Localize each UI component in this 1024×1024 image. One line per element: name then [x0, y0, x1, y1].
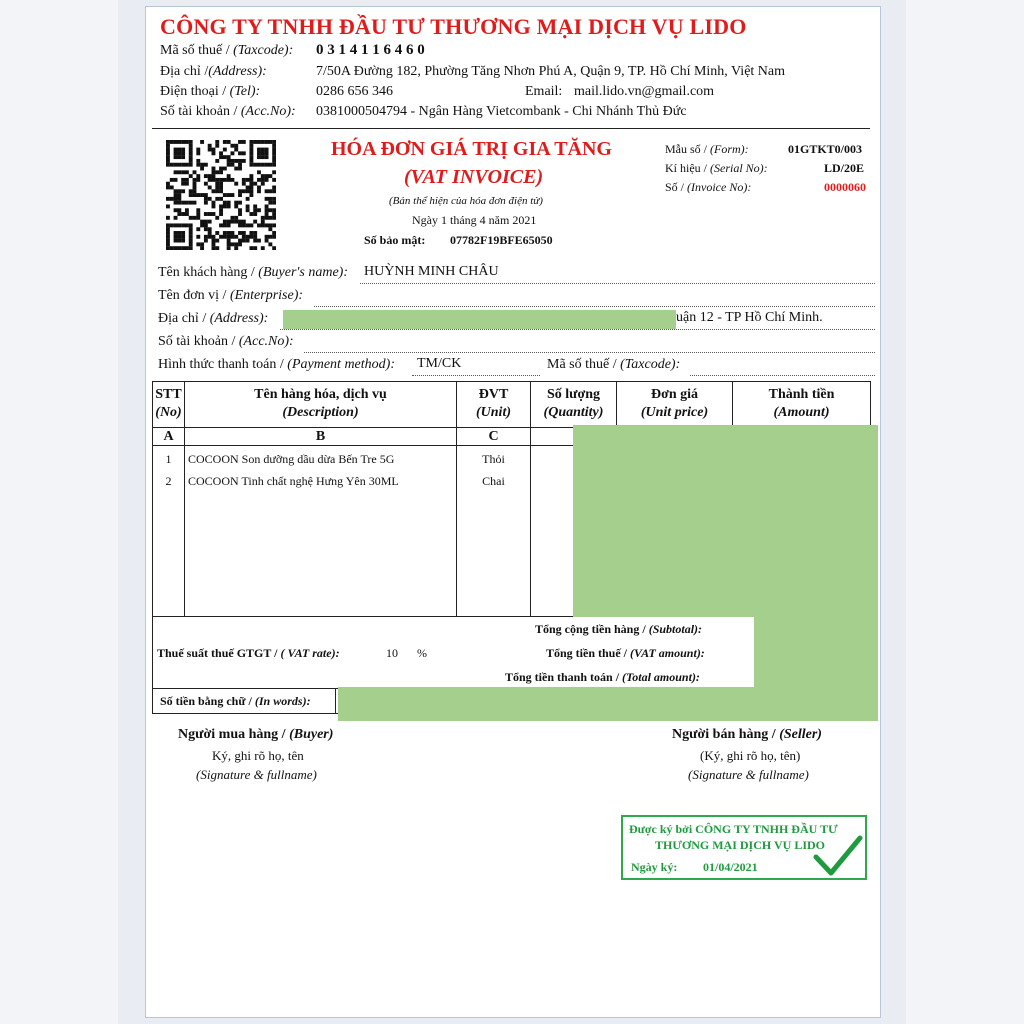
vat-amount-label: Tổng tiền thuế / (VAT amount):: [546, 646, 705, 660]
seller-signature-note-en: (Signature & fullname): [688, 767, 809, 782]
buyer-taxcode-label: Mã số thuế / (Taxcode):: [547, 357, 681, 372]
invoice-subtitle: (Bản thể hiện của hóa đơn điện tử): [389, 195, 543, 207]
dotted-line: [304, 352, 875, 353]
invoice-date: Ngày 1 tháng 4 năm 2021: [412, 213, 537, 227]
row-2-unit: Chai: [482, 474, 505, 488]
seller-tel: 0286 656 346: [316, 84, 393, 99]
seller-acc-label: Số tài khoản / (Acc.No):: [160, 104, 296, 119]
seller-address-label: Địa chỉ /(Address):: [160, 64, 267, 79]
payment-method-label: Hình thức thanh toán / (Payment method):: [158, 357, 395, 372]
seller-email: mail.lido.vn@gmail.com: [574, 84, 715, 99]
buyer-name: HUỲNH MINH CHÂU: [364, 264, 499, 279]
row-2-no: 2: [165, 474, 172, 488]
header-description: Tên hàng hóa, dịch vụ (Description): [254, 387, 387, 420]
stamp-date-label: Ngày ký:: [631, 860, 678, 874]
header-unit: ĐVT (Unit): [476, 387, 511, 420]
seller-signature-title: Người bán hàng / (Seller): [672, 727, 822, 742]
checkmark-icon: [813, 835, 863, 877]
redacted-address: [283, 310, 676, 329]
redacted-totals: [754, 617, 878, 689]
dotted-line: [690, 375, 875, 376]
invoice-number-label: Số / (Invoice No):: [665, 180, 752, 194]
subtotal-label: Tổng cộng tiền hàng / (Subtotal):: [535, 622, 703, 636]
security-code-label: Số bảo mật:: [364, 233, 426, 247]
row-2-description: COCOON Tinh chất nghệ Hưng Yên 30ML: [188, 474, 399, 488]
col-letter-c: C: [488, 429, 499, 444]
header-divider: [152, 128, 870, 129]
payment-method: TM/CK: [417, 356, 462, 371]
buyer-enterprise-label: Tên đơn vị / (Enterprise):: [158, 288, 304, 303]
header-amount: Thành tiền (Amount): [768, 387, 835, 420]
dotted-line: [360, 283, 875, 284]
vat-rate: 10: [386, 646, 398, 660]
col-divider: [335, 688, 336, 713]
buyer-address-label: Địa chỉ / (Address):: [158, 311, 269, 326]
buyer-name-label: Tên khách hàng / (Buyer's name):: [158, 265, 348, 280]
digital-signature-stamp: [621, 815, 867, 880]
buyer-signature-note-en: (Signature & fullname): [196, 767, 317, 782]
stamp-line-2: THƯƠNG MẠI DỊCH VỤ LIDO: [655, 838, 826, 852]
company-name: CÔNG TY TNHH ĐẦU TƯ THƯƠNG MẠI DỊCH VỤ LIDO: [160, 14, 747, 39]
invoice-title: HÓA ĐƠN GIÁ TRỊ GIA TĂNG: [331, 138, 612, 160]
header-no: STT (No): [155, 387, 182, 420]
header-unit-price: Đơn giá (Unit price): [640, 387, 709, 420]
table-top-border: [152, 381, 870, 382]
seller-taxcode-label: Mã số thuế / (Taxcode):: [160, 43, 294, 58]
seller-email-label: Email:: [525, 84, 563, 99]
buyer-signature-title: Người mua hàng / (Buyer): [178, 727, 334, 742]
dotted-line: [314, 306, 875, 307]
dotted-line: [280, 329, 875, 330]
seller-tel-label: Điện thoại / (Tel):: [160, 84, 261, 99]
invoice-number: 0000060: [824, 180, 866, 194]
form-label: Mẫu số / (Form):: [665, 142, 749, 156]
form-value: 01GTKT0/003: [788, 142, 863, 156]
vat-rate-label: Thuế suất thuế GTGT / ( VAT rate):: [157, 646, 340, 660]
row-1-no: 1: [165, 452, 172, 466]
stamp-date: 01/04/2021: [703, 860, 758, 874]
redacted-in-words: [338, 687, 878, 721]
header-quantity: Số lượng (Quantity): [543, 387, 604, 420]
row-1-unit: Thỏi: [482, 452, 505, 466]
row-1-description: COCOON Son dưỡng dầu dừa Bến Tre 5G: [188, 452, 395, 466]
stamp-line-1: Được ký bởi CÔNG TY TNHH ĐẦU TƯ: [629, 822, 838, 836]
col-letter-a: A: [163, 429, 174, 444]
seller-taxcode: 0 3 1 4 1 1 6 4 6 0: [316, 42, 425, 58]
dotted-line: [412, 375, 540, 376]
col-letter-b: B: [315, 429, 326, 444]
seller-address: 7/50A Đường 182, Phường Tăng Nhơn Phú A, Quận 9, TP. Hồ Chí Minh, Việt Nam: [316, 64, 786, 79]
buyer-signature-note: Ký, ghi rõ họ, tên: [212, 748, 304, 763]
redacted-amounts: [573, 425, 878, 617]
seller-acc: 0381000504794 - Ngân Hàng Vietcombank - Chi Nhánh Thủ Đức: [316, 104, 687, 119]
security-code: 07782F19BFE65050: [450, 233, 553, 247]
serial-label: Kí hiệu / (Serial No):: [665, 161, 768, 175]
qr-code-icon: [166, 140, 276, 250]
buyer-acc-label: Số tài khoản / (Acc.No):: [158, 334, 294, 349]
total-amount-label: Tổng tiền thanh toán / (Total amount):: [505, 670, 700, 684]
in-words-label: Số tiền bằng chữ / (In words):: [160, 694, 311, 708]
vat-rate-unit: %: [417, 646, 427, 660]
seller-signature-note: (Ký, ghi rõ họ, tên): [700, 748, 801, 763]
serial-value: LD/20E: [824, 161, 865, 175]
invoice-title-en: (VAT INVOICE): [404, 166, 544, 188]
buyer-address: uận 12 - TP Hồ Chí Minh.: [676, 310, 823, 325]
